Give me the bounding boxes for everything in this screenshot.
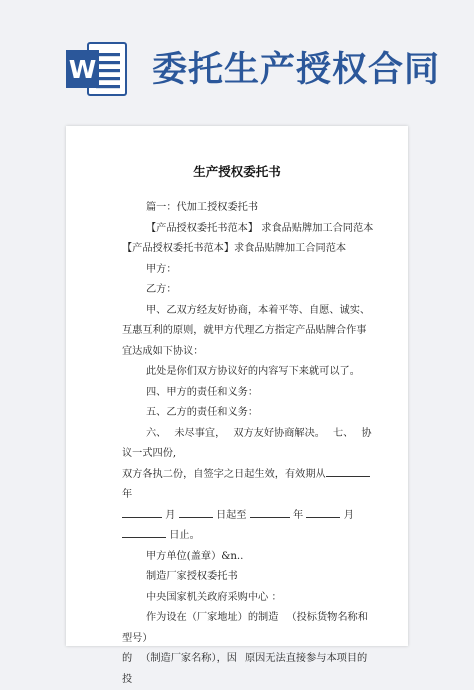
blank-day-to	[122, 526, 166, 538]
year-to-label: 年	[293, 509, 304, 521]
manufacturer-location: 作为设在（厂家地址）的制造	[146, 612, 279, 623]
section-heading: 篇一：代加工授权委托书	[146, 202, 259, 213]
manufacturer-line-two	[122, 649, 376, 690]
clause-seven-number: 七、	[333, 427, 354, 439]
document-page	[66, 126, 408, 685]
document-body	[122, 198, 376, 690]
page-title: 委托生产授权合同	[152, 50, 441, 90]
manufacturer-name: （制造厂家名称），因	[140, 653, 237, 664]
word-document-icon	[66, 40, 128, 98]
party-a-line: 甲方：	[146, 263, 177, 275]
clause-six-text-cont: 双方友好协商解决。	[233, 427, 325, 439]
month-label: 月	[165, 509, 176, 521]
manufacturer-of: 的	[122, 653, 133, 664]
validity-line	[122, 465, 376, 506]
intro-paragraph: 【产品授权委托书范本】 求食品贴牌加工合同范本 【产品授权委托书范本】求食品贴牌加工合同范本	[122, 222, 374, 254]
blank-year-to	[250, 506, 290, 518]
party-b-line: 乙方：	[146, 284, 177, 295]
clause-six-number: 六、	[146, 427, 167, 439]
clause-six-seven	[122, 424, 376, 465]
banner	[0, 0, 474, 124]
section-heading-two: 制造厂家授权委托书	[146, 571, 238, 582]
agreement-paragraph: 甲、乙双方经友好协商，本着平等、自愿、诚实、互惠互利的原则，就甲方代理乙方指定产品贴牌合作事宜达成如下协议：	[122, 304, 371, 357]
date-line	[122, 506, 376, 527]
logo-letter: W	[68, 55, 97, 84]
blank-month-to	[306, 506, 340, 518]
manufacturer-reason: 原因无法直接参与本项目的投	[122, 653, 368, 685]
day-from-label: 日起至	[215, 509, 247, 521]
clause-seven-text: 协议一式四份,	[122, 427, 372, 459]
end-date-line	[122, 526, 376, 547]
manufacturer-goods: （投标货物名称和型号）	[122, 612, 368, 644]
addressee-line: 中央国家机关政府采购中心 ：	[146, 591, 282, 603]
signature-line: 甲方单位(盖章）&n..	[146, 550, 244, 562]
year-label: 年	[122, 489, 133, 500]
blank-year-from	[326, 465, 370, 477]
month-to-label: 月	[343, 509, 354, 521]
manufacturer-line-one	[122, 608, 376, 649]
clause-five: 五、乙方的责任和义务：	[146, 407, 259, 418]
copies-text: 双方各执二份，自签字之日起生效，有效期从	[122, 468, 326, 480]
document-title: 生产授权委托书	[193, 164, 281, 179]
clause-six-text: 未尽事宜，	[174, 427, 226, 439]
note-paragraph: 此处是你们双方协议好的内容写下来就可以了。	[146, 366, 360, 377]
blank-year-cont	[122, 506, 162, 518]
day-end-label: 日止。	[169, 530, 200, 541]
blank-day-from	[179, 506, 213, 518]
clause-four: 四、甲方的责任和义务：	[146, 386, 259, 398]
